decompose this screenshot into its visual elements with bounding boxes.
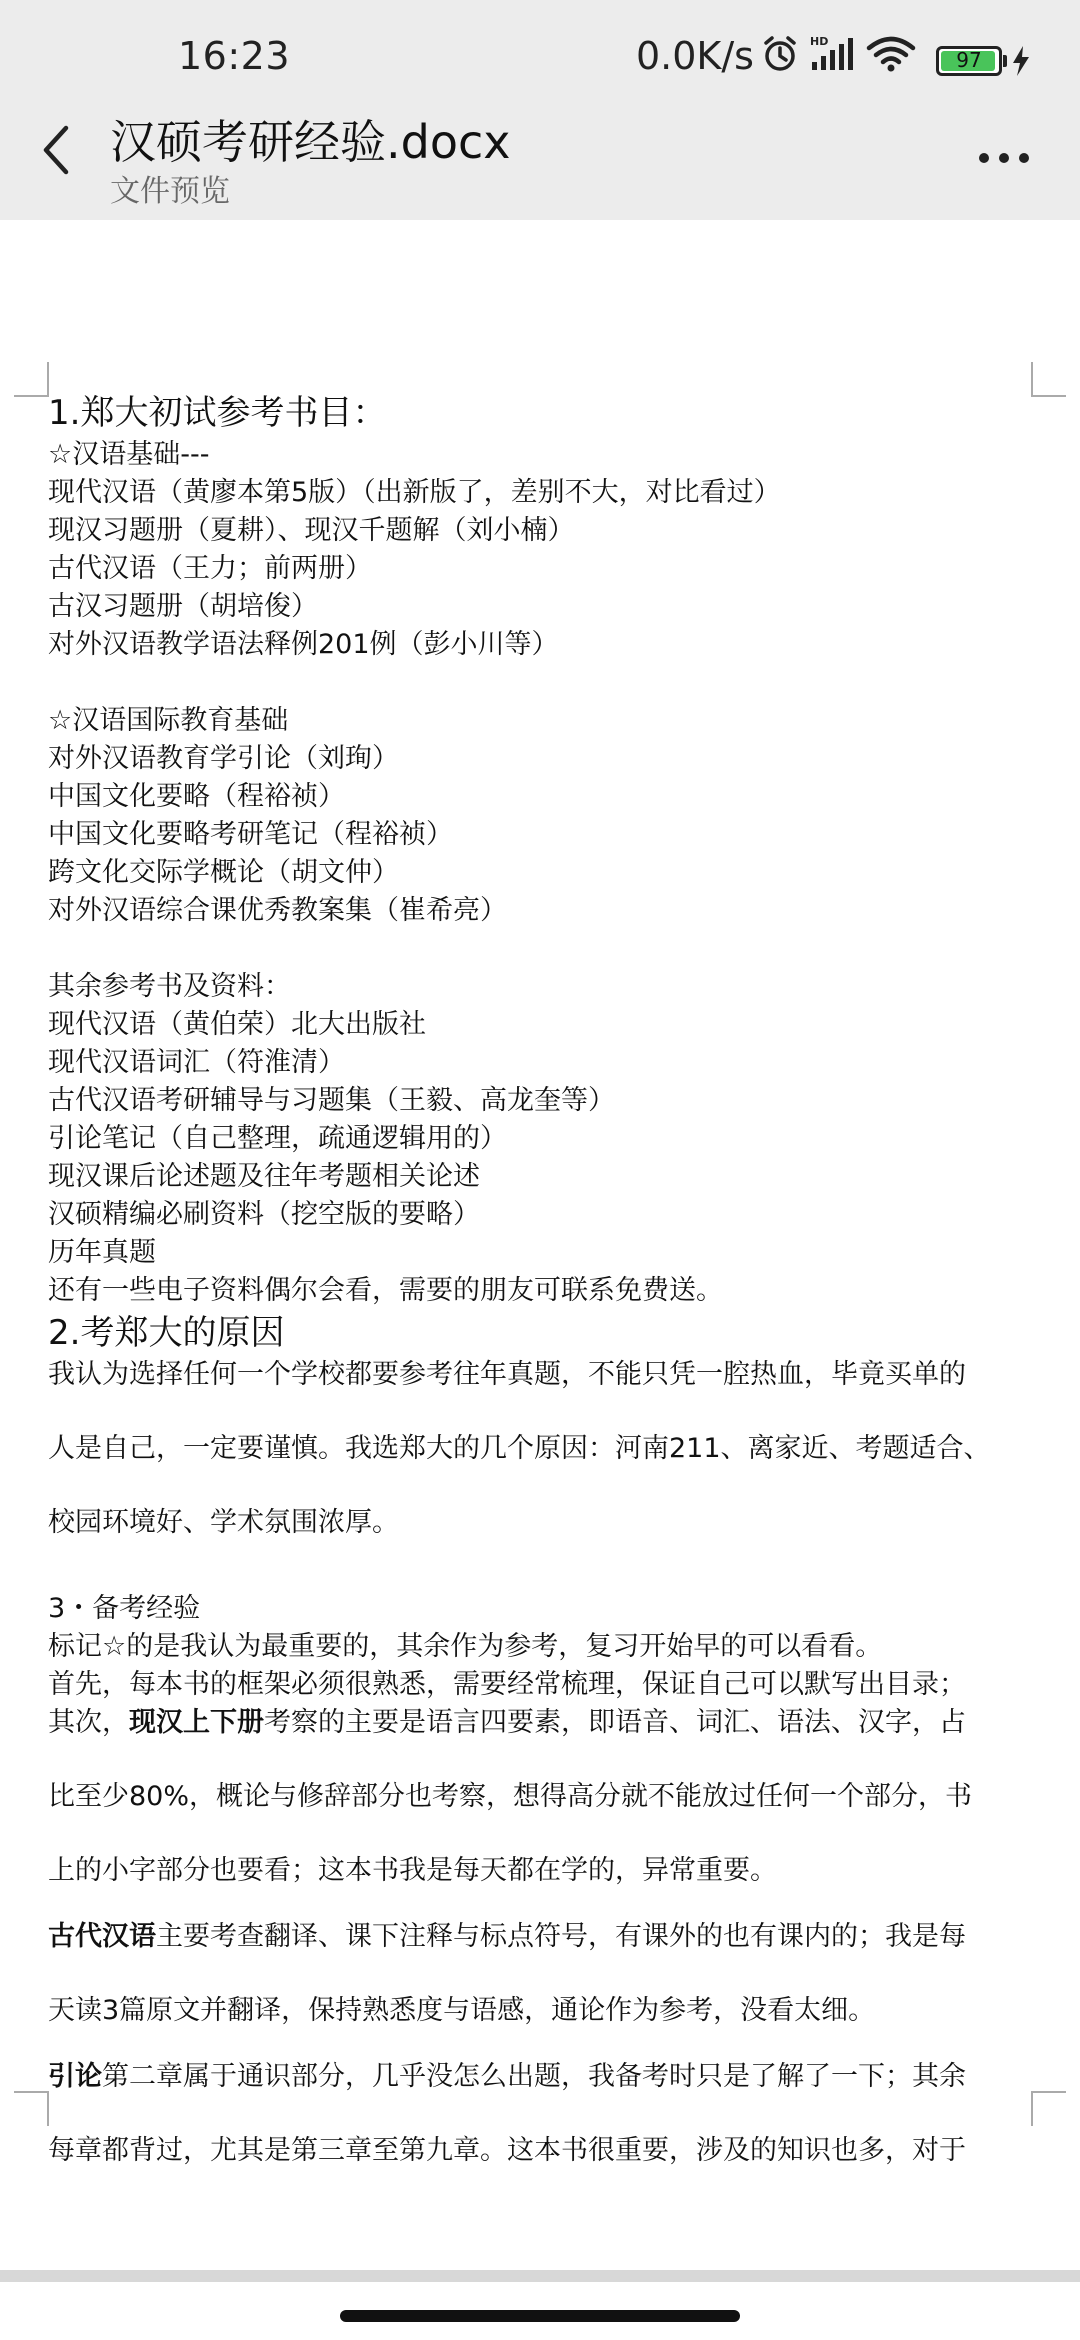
crop-mark-top-left xyxy=(14,362,50,398)
list-item: 中国文化要略（程裕祯） xyxy=(48,781,345,812)
list-item: 对外汉语教学语法释例201例（彭小川等） xyxy=(48,629,559,660)
group1-title: ☆汉语基础--- xyxy=(48,439,210,470)
list-item: 现代汉语（黄伯荣）北大出版社 xyxy=(48,1009,426,1040)
document-title: 汉硕考研经验.docx xyxy=(110,115,511,169)
list-item: 现代汉语（黄廖本第5版）（出新版了，差别不大，对比看过） xyxy=(48,477,781,508)
crop-mark-bottom-left xyxy=(14,2090,50,2126)
paragraph-line: 人是自己，一定要谨慎。我选郑大的几个原因：河南211、离家近、考题适合、 xyxy=(48,1433,991,1464)
paragraph-line xyxy=(48,2058,1058,2132)
hd-signal-icon xyxy=(808,34,858,78)
list-item: 历年真题 xyxy=(48,1237,156,1268)
list-item: 古代汉语考研辅导与习题集（王毅、高龙奎等） xyxy=(48,1085,615,1116)
paragraph-line: 天读3篇原文并翻译，保持熟悉度与语感，通论作为参考，没看太细。 xyxy=(48,1995,876,2026)
text-run: 其次， xyxy=(48,1707,129,1738)
group3-title: 其余参考书及资料： xyxy=(48,971,291,1002)
paragraph-spacing xyxy=(48,2030,1058,2058)
page-bottom-divider xyxy=(0,2270,1080,2282)
text-run: 考察的主要是语言四要素，即语音、词汇、语法、汉字，占 xyxy=(264,1707,966,1738)
group2-title: ☆汉语国际教育基础 xyxy=(48,705,289,736)
more-button[interactable] xyxy=(976,150,1032,166)
paragraph-line: 比至少80%，概论与修辞部分也考察，想得高分就不能放过任何一个部分，书 xyxy=(48,1781,973,1812)
document-body xyxy=(48,390,1058,2170)
bold-term: 现汉上下册 xyxy=(129,1707,264,1738)
list-item: 现汉习题册（夏耕）、现汉千题解（刘小楠） xyxy=(48,515,575,546)
charging-icon xyxy=(1010,44,1032,82)
paragraph-line: 我认为选择任何一个学校都要参考往年真题，不能只凭一腔热血，毕竟买单的 xyxy=(48,1359,966,1390)
list-item: 中国文化要略考研笔记（程裕祯） xyxy=(48,819,453,850)
app-header xyxy=(0,0,1080,220)
paragraph-line: 校园环境好、学术氛围浓厚。 xyxy=(48,1507,399,1538)
battery-percent: 97 xyxy=(956,48,982,72)
paragraph-line xyxy=(48,1704,1058,1778)
document-subtitle: 文件预览 xyxy=(110,174,230,209)
bold-term: 古代汉语 xyxy=(48,1921,156,1952)
list-item: 汉硕精编必刷资料（挖空版的要略） xyxy=(48,1199,480,1230)
list-item: 跨文化交际学概论（胡文仲） xyxy=(48,857,399,888)
home-indicator[interactable] xyxy=(340,2310,740,2322)
status-time: 16:23 xyxy=(178,34,291,78)
text-run: 主要考查翻译、课下注释与标点符号，有课外的也有课内的；我是每 xyxy=(156,1921,966,1952)
paragraph-line: 标记☆的是我认为最重要的，其余作为参考，复习开始早的可以看看。 xyxy=(48,1631,883,1662)
blank-line xyxy=(48,1542,1058,1590)
list-item: 古汉习题册（胡培俊） xyxy=(48,591,318,622)
blank-line xyxy=(48,664,1058,702)
section2-heading: 2.考郑大的原因 xyxy=(48,1313,285,1353)
status-bar xyxy=(0,0,1080,100)
list-item: 对外汉语教育学引论（刘珣） xyxy=(48,743,399,774)
battery-icon xyxy=(936,46,1002,76)
more-dots-icon xyxy=(976,150,1032,166)
svg-text:HD: HD xyxy=(810,35,829,48)
paragraph-line: 上的小字部分也要看；这本书我是每天都在学的，异常重要。 xyxy=(48,1855,777,1886)
blank-line xyxy=(48,930,1058,968)
status-icons xyxy=(760,34,916,78)
text-run: 第二章属于通识部分，几乎没怎么出题，我备考时只是了解了一下；其余 xyxy=(102,2061,966,2092)
list-item: 古代汉语（王力；前两册） xyxy=(48,553,372,584)
section3-heading: 3・备考经验 xyxy=(48,1593,201,1624)
section1-heading: 1.郑大初试参考书目： xyxy=(48,393,387,433)
list-item: 还有一些电子资料偶尔会看，需要的朋友可联系免费送。 xyxy=(48,1275,723,1306)
paragraph-spacing xyxy=(48,1890,1058,1918)
wifi-icon xyxy=(866,34,916,78)
list-item: 现代汉语词汇（符淮清） xyxy=(48,1047,345,1078)
paragraph-line: 每章都背过，尤其是第三章至第九章。这本书很重要，涉及的知识也多，对于 xyxy=(48,2135,966,2166)
battery-cap xyxy=(1003,55,1007,67)
paragraph-line xyxy=(48,1918,1058,1992)
list-item: 现汉课后论述题及往年考题相关论述 xyxy=(48,1161,480,1192)
list-item: 引论笔记（自己整理，疏通逻辑用的） xyxy=(48,1123,507,1154)
alarm-icon xyxy=(760,34,800,78)
list-item: 对外汉语综合课优秀教案集（崔希亮） xyxy=(48,895,507,926)
network-speed: 0.0K/s xyxy=(636,34,754,78)
back-button[interactable] xyxy=(30,118,82,182)
paragraph-line: 首先，每本书的框架必须很熟悉，需要经常梳理，保证自己可以默写出目录； xyxy=(48,1669,966,1700)
chevron-left-icon xyxy=(30,118,82,182)
bold-term: 引论 xyxy=(48,2061,102,2092)
